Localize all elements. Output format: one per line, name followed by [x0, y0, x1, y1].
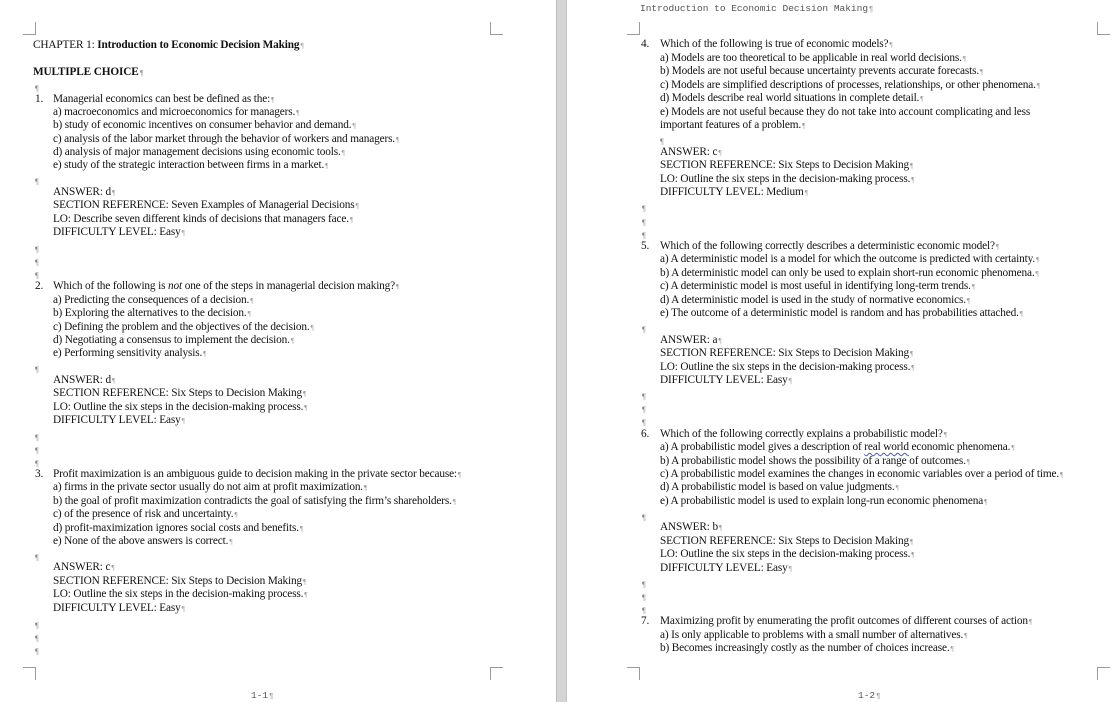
question-5-option-a[interactable]: a) A deterministic model is a model for which the outcome is predicted with certainty.¶: [660, 253, 1040, 265]
paragraph-mark: ¶: [35, 553, 39, 562]
question-1-stem[interactable]: Managerial economics can best be defined as the:¶: [53, 93, 275, 105]
question-7-number: 7.: [641, 615, 650, 627]
margin-corner-bottom-right: [1097, 667, 1110, 680]
paragraph-mark: ¶: [642, 580, 646, 589]
question-5-section-reference[interactable]: SECTION REFERENCE: Six Steps to Decision Making¶: [660, 347, 914, 359]
paragraph-mark: ¶: [642, 231, 646, 240]
question-6-stem[interactable]: Which of the following correctly explains a probabilistic model?¶: [660, 428, 947, 440]
page-gap: [556, 0, 567, 702]
question-3-section-reference[interactable]: SECTION REFERENCE: Six Steps to Decision Making¶: [53, 575, 307, 587]
question-5-option-c[interactable]: c) A deterministic model is most useful in identifying long-term trends.¶: [660, 280, 975, 292]
question-2-answer[interactable]: ANSWER: d¶: [53, 374, 115, 386]
question-2-option-c[interactable]: c) Defining the problem and the objectives of the decision.¶: [53, 321, 314, 333]
question-1-section-reference[interactable]: SECTION REFERENCE: Seven Examples of Managerial Decisions¶: [53, 199, 359, 211]
paragraph-mark: ¶: [35, 433, 39, 442]
section-heading[interactable]: MULTIPLE CHOICE¶: [33, 66, 144, 78]
paragraph-mark: ¶: [35, 365, 39, 374]
question-6-option-e[interactable]: e) A probabilistic model is used to explain long-run economic phenomena¶: [660, 495, 988, 507]
question-3-option-c[interactable]: c) of the presence of risk and uncertainty.¶: [53, 508, 238, 520]
question-3-learning-objective[interactable]: LO: Outline the six steps in the decision-making process.¶: [53, 588, 308, 600]
question-1-learning-objective[interactable]: LO: Describe seven different kinds of decisions that managers face.¶: [53, 213, 353, 225]
paragraph-mark: ¶: [35, 245, 39, 254]
margin-corner-top-right: [1097, 22, 1110, 35]
question-5-number: 5.: [641, 240, 650, 252]
question-5-option-b[interactable]: b) A deterministic model can only be used to explain short-run economic phenomena.¶: [660, 267, 1039, 279]
question-4-option-d[interactable]: d) Models describe real world situations in complete detail.¶: [660, 92, 924, 104]
question-6-option-a[interactable]: a) A probabilistic model gives a description of real world economic phenomena.¶: [660, 441, 1015, 453]
question-6-difficulty[interactable]: DIFFICULTY LEVEL: Easy¶: [660, 562, 792, 574]
question-1-answer[interactable]: ANSWER: d¶: [53, 186, 115, 198]
question-1-number: 1.: [35, 93, 44, 105]
question-2-option-b[interactable]: b) Exploring the alternatives to the decision.¶: [53, 307, 251, 319]
question-2-option-d[interactable]: d) Negotiating a consensus to implement the decision.¶: [53, 334, 294, 346]
paragraph-mark: ¶: [35, 258, 39, 267]
question-4-option-c[interactable]: c) Models are simplified descriptions of processes, relationships, or other phenomena.¶: [660, 79, 1040, 91]
paragraph-mark: ¶: [642, 418, 646, 427]
question-1-option-d[interactable]: d) analysis of major management decisions using economic tools.¶: [53, 146, 345, 158]
paragraph-mark: ¶: [660, 137, 664, 146]
question-5-option-e[interactable]: e) The outcome of a deterministic model is random and has probabilities attached.¶: [660, 307, 1023, 319]
paragraph-mark: ¶: [35, 459, 39, 468]
question-5-option-d[interactable]: d) A deterministic model is used in the study of normative economics.¶: [660, 294, 970, 306]
question-2-learning-objective[interactable]: LO: Outline the six steps in the decision-making process.¶: [53, 401, 308, 413]
paragraph-mark: ¶: [35, 84, 39, 93]
question-1-option-b[interactable]: b) study of economic incentives on consumer behavior and demand.¶: [53, 119, 356, 131]
paragraph-mark: ¶: [35, 621, 39, 630]
question-7-option-a[interactable]: a) Is only applicable to problems with a small number of alternatives.¶: [660, 629, 968, 641]
question-3-answer[interactable]: ANSWER: c¶: [53, 561, 115, 573]
margin-corner-top-right: [490, 22, 503, 35]
document-page-1: [0, 0, 556, 702]
paragraph-mark: ¶: [35, 634, 39, 643]
paragraph-mark: ¶: [642, 606, 646, 615]
question-6-section-reference[interactable]: SECTION REFERENCE: Six Steps to Decision Making¶: [660, 535, 914, 547]
paragraph-mark: ¶: [35, 446, 39, 455]
question-2-option-a[interactable]: a) Predicting the consequences of a decision.¶: [53, 294, 254, 306]
question-4-learning-objective[interactable]: LO: Outline the six steps in the decision-making process.¶: [660, 173, 915, 185]
chapter-title[interactable]: CHAPTER 1: Introduction to Economic Decision Making¶: [33, 39, 304, 51]
question-3-stem[interactable]: Profit maximization is an ambiguous guide to decision making in the private sector because:¶: [53, 468, 461, 480]
question-5-learning-objective[interactable]: LO: Outline the six steps in the decision-making process.¶: [660, 361, 915, 373]
paragraph-mark: ¶: [35, 271, 39, 280]
running-header[interactable]: Introduction to Economic Decision Making¶: [640, 3, 874, 14]
question-6-number: 6.: [641, 428, 650, 440]
paragraph-mark: ¶: [642, 405, 646, 414]
paragraph-mark: ¶: [642, 392, 646, 401]
question-7-option-b[interactable]: b) Becomes increasingly costly as the number of choices increase.¶: [660, 642, 954, 654]
margin-corner-top-left: [627, 22, 640, 35]
question-1-option-a[interactable]: a) macroeconomics and microeconomics for managers.¶: [53, 106, 300, 118]
paragraph-mark: ¶: [35, 647, 39, 656]
question-6-option-d[interactable]: d) A probabilistic model is based on value judgments.¶: [660, 481, 899, 493]
spelling-error-underline[interactable]: real world: [864, 441, 909, 453]
question-3-number: 3.: [35, 468, 44, 480]
question-3-option-b[interactable]: b) the goal of profit maximization contradicts the goal of satisfying the firm’s shareholders.¶: [53, 495, 456, 507]
question-5-stem[interactable]: Which of the following correctly describes a deterministic economic model?¶: [660, 240, 999, 252]
paragraph-mark: ¶: [642, 593, 646, 602]
margin-corner-bottom-right: [490, 667, 503, 680]
paragraph-mark: ¶: [642, 204, 646, 213]
margin-corner-bottom-left: [23, 667, 36, 680]
question-2-number: 2.: [35, 280, 44, 292]
question-4-option-a[interactable]: a) Models are too theoretical to be applicable in real world decisions.¶: [660, 52, 966, 64]
page-number-footer: 1-1¶: [251, 690, 274, 701]
question-1-option-c[interactable]: c) analysis of the labor market through the behavior of workers and managers.¶: [53, 133, 400, 145]
paragraph-mark: ¶: [35, 177, 39, 186]
paragraph-mark: ¶: [642, 325, 646, 334]
question-4-option-e-line-2[interactable]: important features of a problem.¶: [660, 119, 806, 131]
margin-corner-top-left: [23, 22, 36, 35]
question-7-stem[interactable]: Maximizing profit by enumerating the profit outcomes of different courses of action¶: [660, 615, 1032, 627]
question-4-number: 4.: [641, 38, 650, 50]
question-2-section-reference[interactable]: SECTION REFERENCE: Six Steps to Decision Making¶: [53, 387, 307, 399]
question-1-difficulty[interactable]: DIFFICULTY LEVEL: Easy¶: [53, 226, 185, 238]
paragraph-mark: ¶: [642, 218, 646, 227]
question-2-option-e[interactable]: e) Performing sensitivity analysis.¶: [53, 347, 207, 359]
question-2-stem[interactable]: Which of the following is not one of the steps in managerial decision making?¶: [53, 280, 400, 292]
question-3-difficulty[interactable]: DIFFICULTY LEVEL: Easy¶: [53, 602, 185, 614]
question-3-option-e[interactable]: e) None of the above answers is correct.¶: [53, 535, 233, 547]
question-3-option-a[interactable]: a) firms in the private sector usually do not aim at profit maximization.¶: [53, 481, 368, 493]
paragraph-mark: ¶: [642, 513, 646, 522]
question-4-section-reference[interactable]: SECTION REFERENCE: Six Steps to Decision Making¶: [660, 159, 914, 171]
question-2-difficulty[interactable]: DIFFICULTY LEVEL: Easy¶: [53, 414, 185, 426]
question-6-answer[interactable]: ANSWER: b¶: [660, 521, 722, 533]
question-3-option-d[interactable]: d) profit-maximization ignores social costs and benefits.¶: [53, 522, 303, 534]
question-6-option-b[interactable]: b) A probabilistic model shows the possibility of a range of outcomes.¶: [660, 455, 970, 467]
margin-corner-bottom-left: [627, 667, 640, 680]
question-1-option-e[interactable]: e) study of the strategic interaction between firms in a market.¶: [53, 159, 329, 171]
question-6-learning-objective[interactable]: LO: Outline the six steps in the decision-making process.¶: [660, 548, 915, 560]
question-4-answer[interactable]: ANSWER: c¶: [660, 146, 722, 158]
question-5-difficulty[interactable]: DIFFICULTY LEVEL: Easy¶: [660, 374, 792, 386]
question-4-option-e-line-1[interactable]: e) Models are not useful because they do not take into account complicating and less: [660, 106, 1031, 118]
question-5-answer[interactable]: ANSWER: a¶: [660, 334, 722, 346]
question-4-option-b[interactable]: b) Models are not useful because uncertainty prevents accurate forecasts.¶: [660, 65, 984, 77]
document-page-2: [567, 0, 1119, 702]
question-4-difficulty[interactable]: DIFFICULTY LEVEL: Medium¶: [660, 186, 808, 198]
question-4-stem[interactable]: Which of the following is true of economic models?¶: [660, 38, 893, 50]
page-number-footer: 1-2¶: [858, 690, 881, 701]
question-6-option-c[interactable]: c) A probabilistic model examines the changes in economic variables over a period of time.¶: [660, 468, 1064, 480]
